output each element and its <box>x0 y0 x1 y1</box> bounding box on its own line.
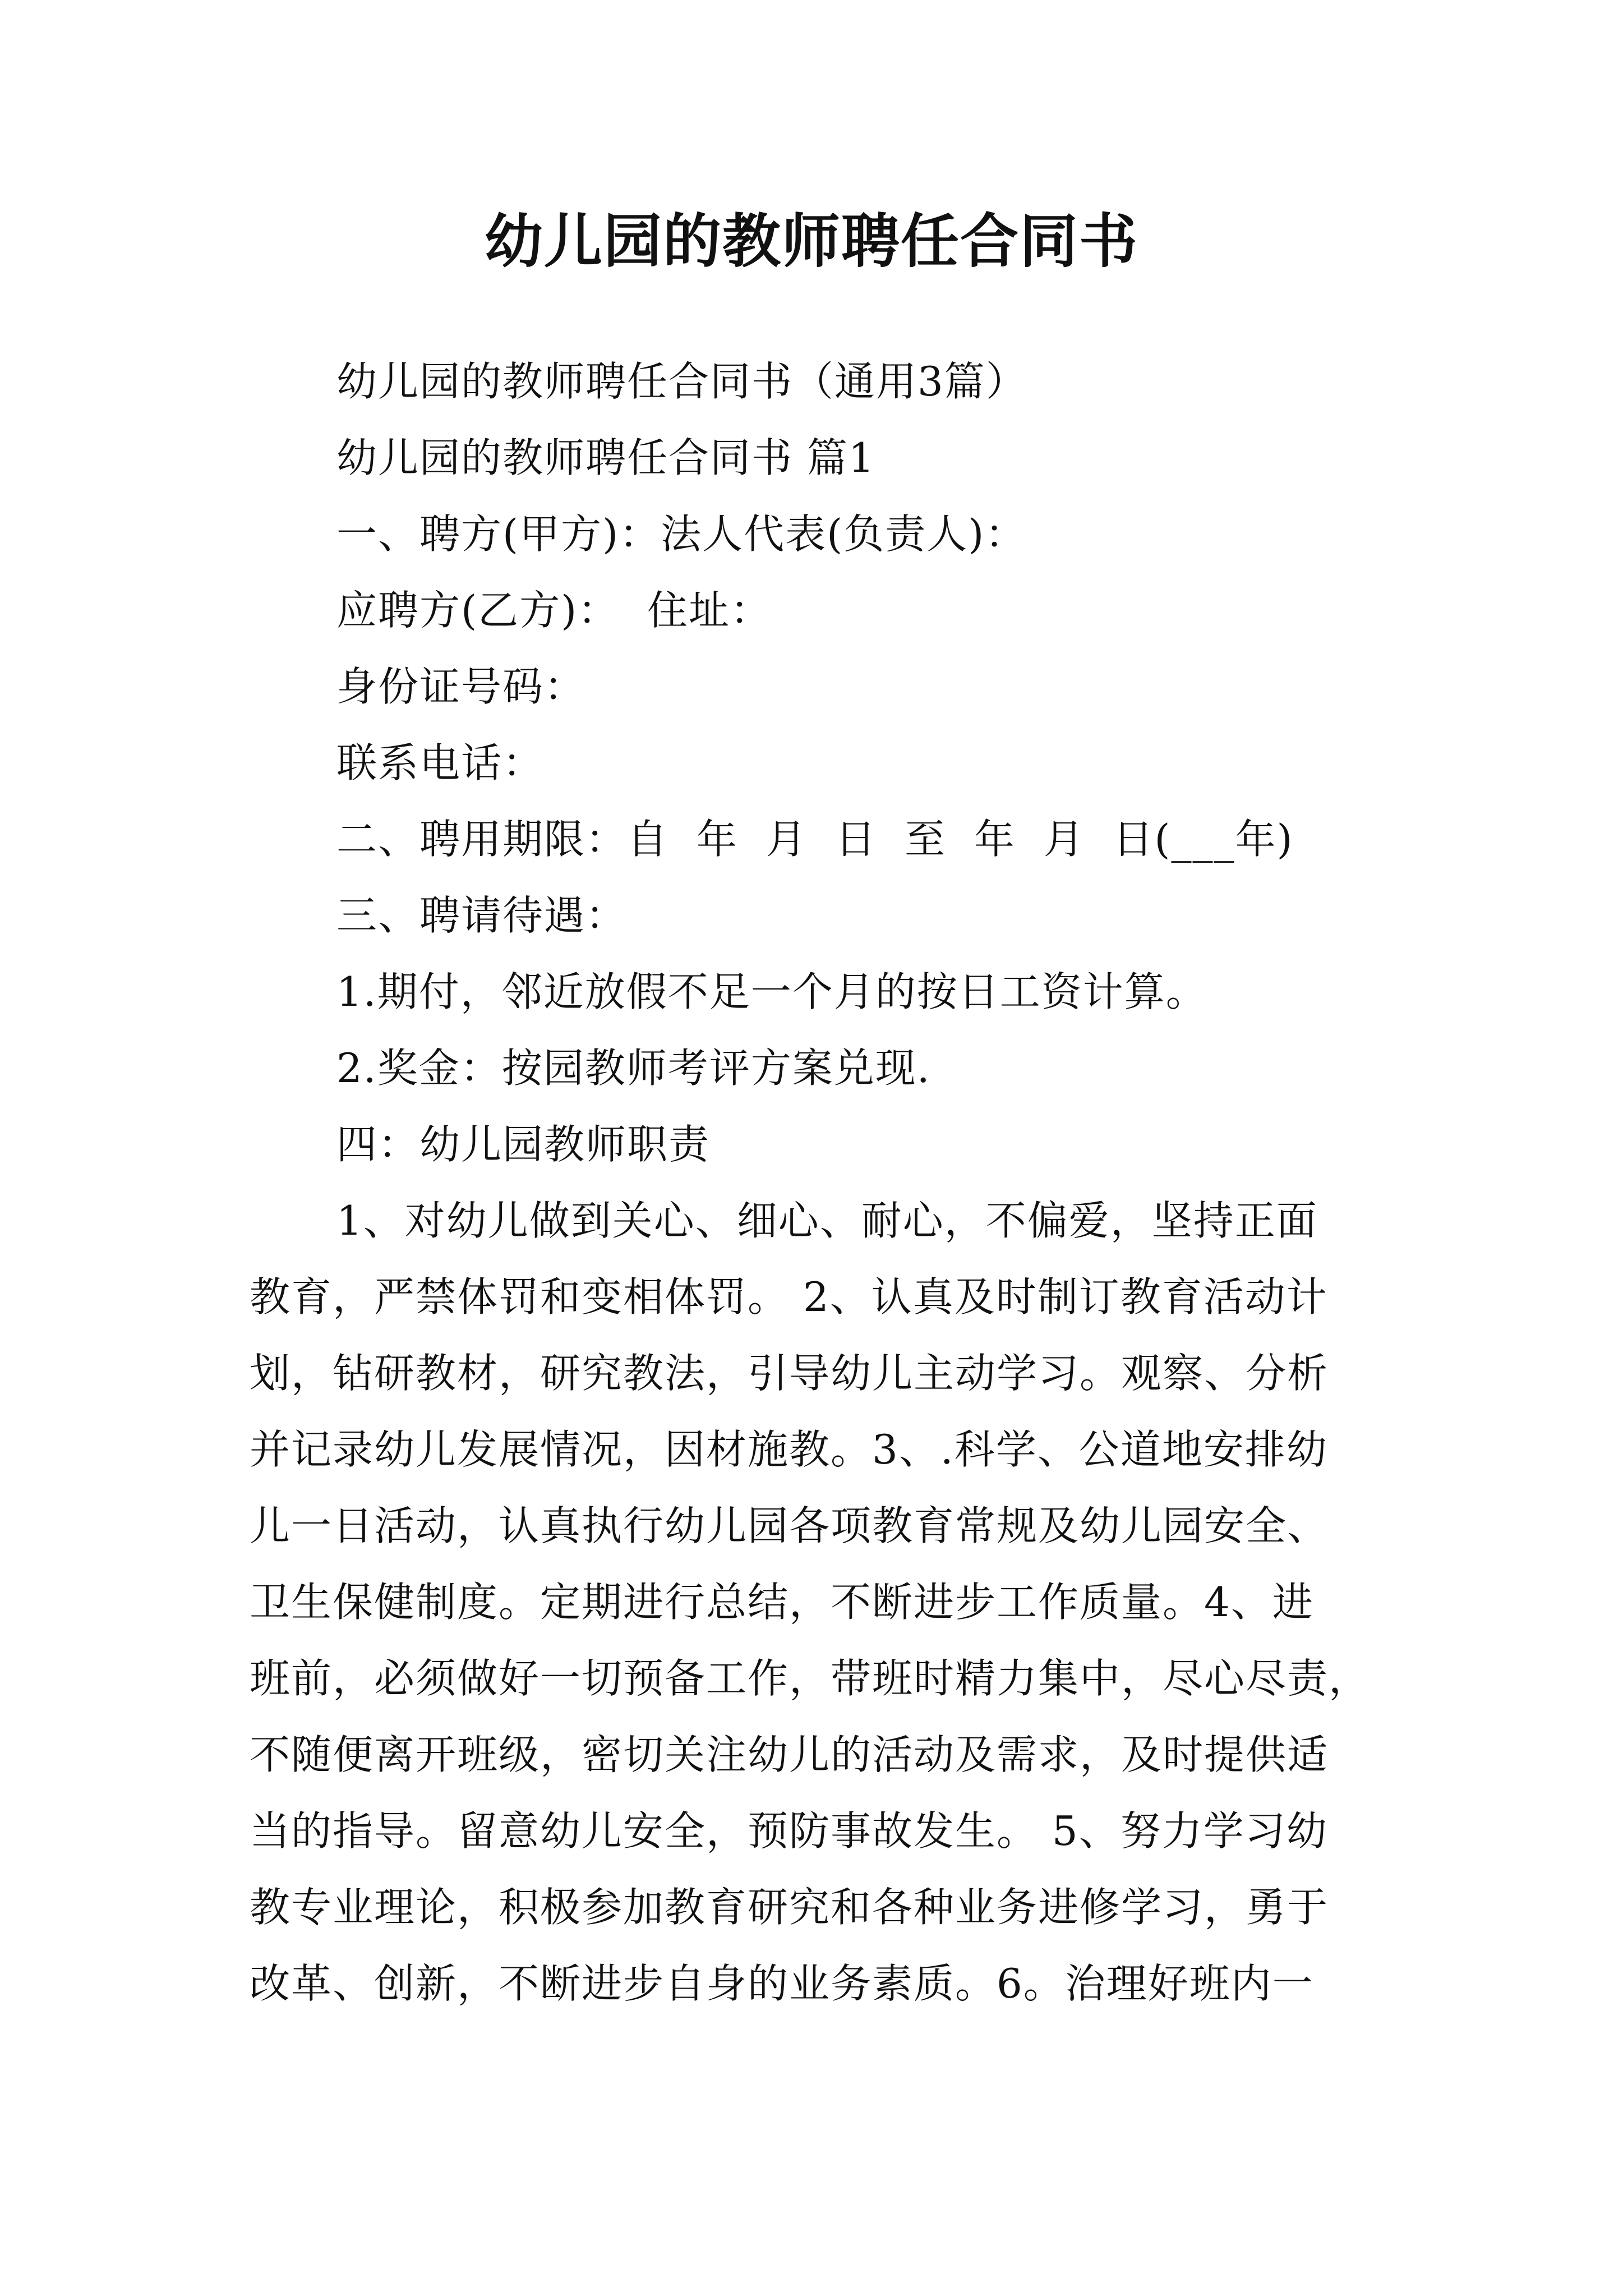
paragraph-line: 教专业理论，积极参加教育研究和各种业务进修学习，勇于 <box>250 1884 1329 1931</box>
document-title: 幼儿园的教师聘任合同书 <box>484 206 1138 275</box>
bonus-line: 2.奖金：按园教师考评方案兑现. <box>336 1045 931 1092</box>
employee-line: 应聘方(乙方)： 住址： <box>336 587 772 634</box>
salary-line: 1.期付，邻近放假不足一个月的按日工资计算。 <box>336 968 1207 1015</box>
section-heading: 幼儿园的教师聘任合同书 篇1 <box>336 434 875 481</box>
duties-heading: 四：幼儿园教师职责 <box>336 1121 711 1168</box>
term-line: 二、聘用期限：自 年 月 日 至 年 月 日(___年) <box>336 816 1294 863</box>
paragraph-line: 班前，必须做好一切预备工作，带班时精力集中，尽心尽责， <box>250 1655 1371 1702</box>
paragraph-line: 不随便离开班级，密切关注幼儿的活动及需求，及时提供适 <box>250 1731 1329 1778</box>
paragraph-line: 卫生保健制度。定期进行总结，不断进步工作质量。4、进 <box>250 1579 1314 1626</box>
paragraph-line: 儿一日活动，认真执行幼儿园各项教育常规及幼儿园安全、 <box>250 1502 1329 1549</box>
paragraph-line: 改革、创新，不断进步自身的业务素质。6。治理好班内一 <box>250 1960 1314 2007</box>
subtitle-line: 幼儿园的教师聘任合同书（通用3篇） <box>336 358 1027 405</box>
document-body <box>250 343 1394 2022</box>
employer-line: 一、聘方(甲方)：法人代表(负责人)： <box>336 510 1027 558</box>
phone-line: 联系电话： <box>336 739 545 786</box>
paragraph-line: 当的指导。留意幼儿安全，预防事故发生。 5、努力学习幼 <box>250 1807 1328 1855</box>
treatment-heading: 三、聘请待遇： <box>336 892 628 939</box>
paragraph-line: 并记录幼儿发展情况，因材施教。3、.科学、公道地安排幼 <box>250 1426 1328 1473</box>
paragraph-line: 1、对幼儿做到关心、细心、耐心，不偏爱，坚持正面 <box>336 1197 1318 1244</box>
paragraph-line: 划，钻研教材，研究教法，引导幼儿主动学习。观察、分析 <box>250 1350 1329 1397</box>
id-number-line: 身份证号码： <box>336 663 586 710</box>
paragraph-line: 教育，严禁体罚和变相体罚。 2、认真及时制订教育活动计 <box>250 1273 1328 1320</box>
duties-paragraph <box>250 1182 1394 2022</box>
